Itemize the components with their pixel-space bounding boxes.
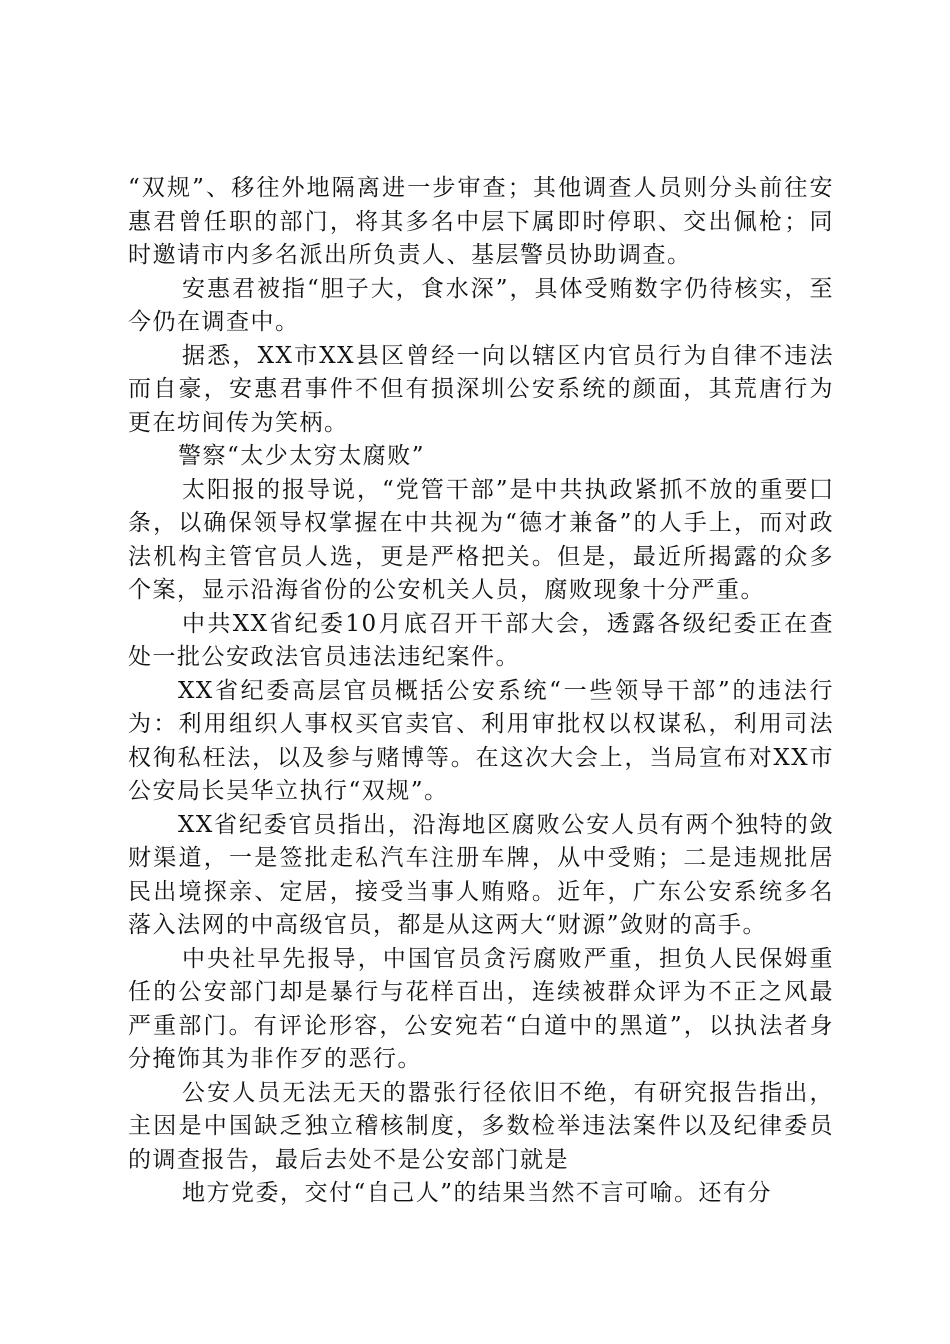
paragraph-8: 中央社早先报导，中国官员贪污腐败严重，担负人民保姆重任的公安部门却是暴行与花样百出，连续被群众评为不正之风最严重部门。有评论形容，公安宛若“白道中的黑道”，以执法者身分掩饰其为非作歹的恶行。 bbox=[128, 945, 834, 1072]
paragraph-7: XX省纪委官员指出，沿海地区腐败公安人员有两个独特的敛财渠道，一是签批走私汽车注册车牌，从中受贿；二是违规批居民出境探亲、定居，接受当事人贿赂。近年，广东公安系统多名落入法网的中高级官员，都是从这两大“财源”敛财的高手。 bbox=[128, 811, 834, 938]
paragraph-2: 安惠君被指“胆子大，食水深”，具体受贿数字仍待核实，至今仍在调查中。 bbox=[128, 275, 834, 335]
paragraph-5: 中共XX省纪委10月底召开干部大会，透露各级纪委正在查处一批公安政法官员违法违纪案件。 bbox=[128, 610, 834, 670]
paragraph-4: 太阳报的报导说，“党管干部”是中共执政紧抓不放的重要囗条，以确保领导权掌握在中共视为“德才兼备”的人手上，而对政法机构主管官员人选，更是严格把关。但是，最近所揭露的众多个案，显示沿海省份的公安机关人员，腐败现象十分严重。 bbox=[128, 476, 834, 603]
document-body bbox=[128, 172, 834, 1211]
paragraph-3: 据悉，XX市XX县区曾经一向以辖区内官员行为自律不违法而自豪，安惠君事件不但有损深圳公安系统的颜面，其荒唐行为更在坊间传为笑柄。 bbox=[128, 342, 834, 436]
section-heading: 警察“太少太穷太腐败” bbox=[178, 443, 426, 469]
paragraph-1: “双规”、移往外地隔离进一步审查；其他调查人员则分头前往安惠君曾任职的部门，将其多名中层下属即时停职、交出佩枪；同时邀请市内多名派出所负责人、基层警员协助调查。 bbox=[128, 175, 834, 268]
paragraph-10: 地方党委，交付“自己人”的结果当然不言可喻。还有分 bbox=[182, 1180, 773, 1206]
paragraph-9: 公安人员无法无天的嚣张行径依旧不绝，有研究报告指出，主因是中国缺乏独立稽核制度，多数检举违法案件以及纪律委员的调查报告，最后去处不是公安部门就是 bbox=[128, 1079, 834, 1173]
paragraph-6: XX省纪委高层官员概括公安系统“一些领导干部”的违法行为：利用组织人事权买官卖官、利用审批权以权谋私，利用司法权徇私枉法，以及参与赌博等。在这次大会上，当局宣布对XX市公安局长吴华立执行“双规”。 bbox=[128, 677, 834, 804]
